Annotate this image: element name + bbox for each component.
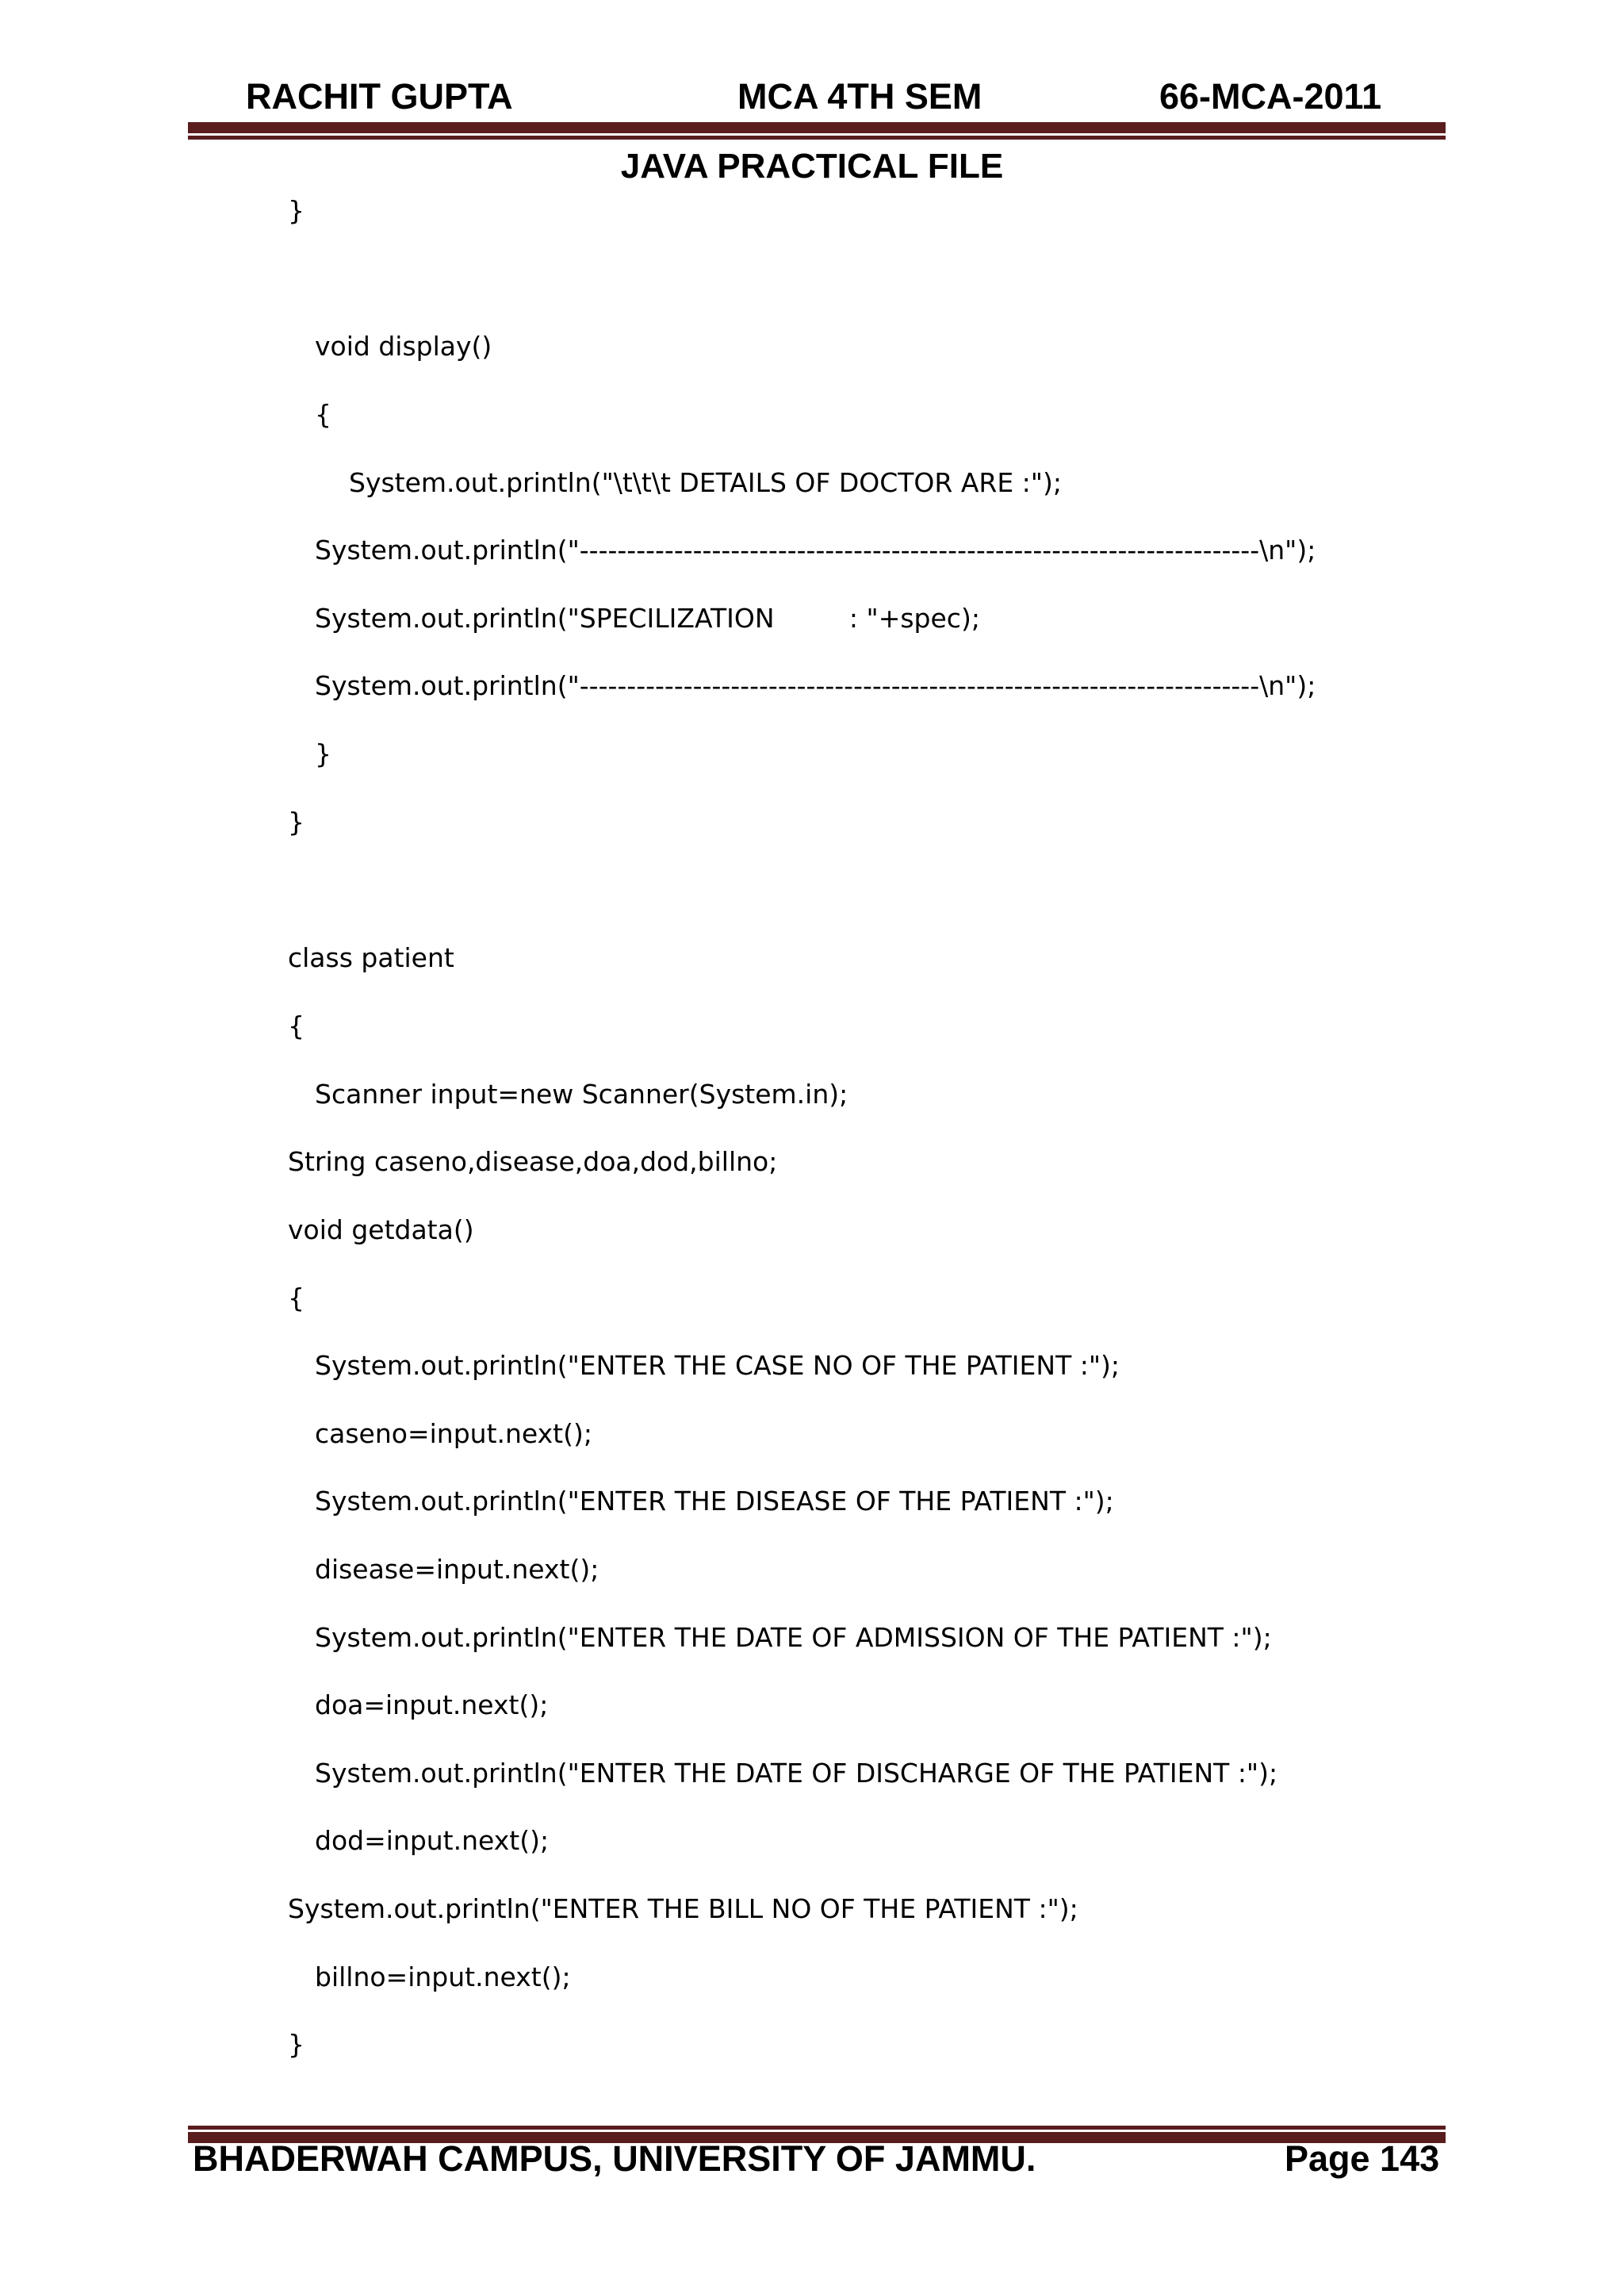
code-line: System.out.println("ENTER THE DISEASE OF THE PATIENT :"); <box>315 1486 1114 1517</box>
code-line: void display() <box>315 331 492 362</box>
code-line: { <box>288 1010 304 1041</box>
code-line: System.out.println("ENTER THE DATE OF DISCHARGE OF THE PATIENT :"); <box>315 1758 1278 1789</box>
code-line: disease=input.next(); <box>315 1554 599 1585</box>
code-line: String caseno,disease,doa,dod,billno; <box>288 1146 778 1177</box>
code-line: { <box>288 1283 304 1313</box>
code-line: caseno=input.next(); <box>315 1418 592 1449</box>
code-line: System.out.println("------------------------------------------------------------------------\n"); <box>315 535 1316 566</box>
semester-label: MCA 4TH SEM <box>737 76 982 117</box>
header-rule-thin <box>188 136 1446 140</box>
student-name: RACHIT GUPTA <box>246 76 513 117</box>
header-rule-thick <box>188 122 1446 133</box>
code-line: doa=input.next(); <box>315 1689 549 1720</box>
page-number: Page 143 <box>1285 2138 1440 2179</box>
footer-rule-thin <box>188 2126 1446 2130</box>
code-line: System.out.println("ENTER THE BILL NO OF THE PATIENT :"); <box>288 1893 1078 1924</box>
code-line: void getdata() <box>288 1214 474 1245</box>
code-line: System.out.println("ENTER THE CASE NO OF THE PATIENT :"); <box>315 1350 1120 1381</box>
page-header <box>0 73 1624 121</box>
roll-number: 66-MCA-2011 <box>1159 76 1382 117</box>
code-line: } <box>288 195 304 226</box>
code-line: } <box>288 2029 304 2060</box>
code-line: dod=input.next(); <box>315 1825 550 1856</box>
code-line: System.out.println("\t\t\t DETAILS OF DOCTOR ARE :"); <box>349 467 1062 498</box>
campus-name: BHADERWAH CAMPUS, UNIVERSITY OF JAMMU. <box>193 2138 1036 2179</box>
code-line: } <box>288 807 304 838</box>
page-footer <box>0 2135 1624 2183</box>
code-line: billno=input.next(); <box>315 1961 571 1992</box>
code-line: class patient <box>288 942 454 973</box>
document-title: JAVA PRACTICAL FILE <box>620 147 1004 186</box>
code-line: System.out.println("------------------------------------------------------------------------\n"); <box>315 670 1316 701</box>
code-line: System.out.println("SPECILIZATION : "+spec); <box>315 603 980 634</box>
code-line: { <box>315 399 331 430</box>
code-line: System.out.println("ENTER THE DATE OF ADMISSION OF THE PATIENT :"); <box>315 1622 1272 1653</box>
code-line: Scanner input=new Scanner(System.in); <box>315 1079 848 1110</box>
code-line: } <box>315 738 331 769</box>
